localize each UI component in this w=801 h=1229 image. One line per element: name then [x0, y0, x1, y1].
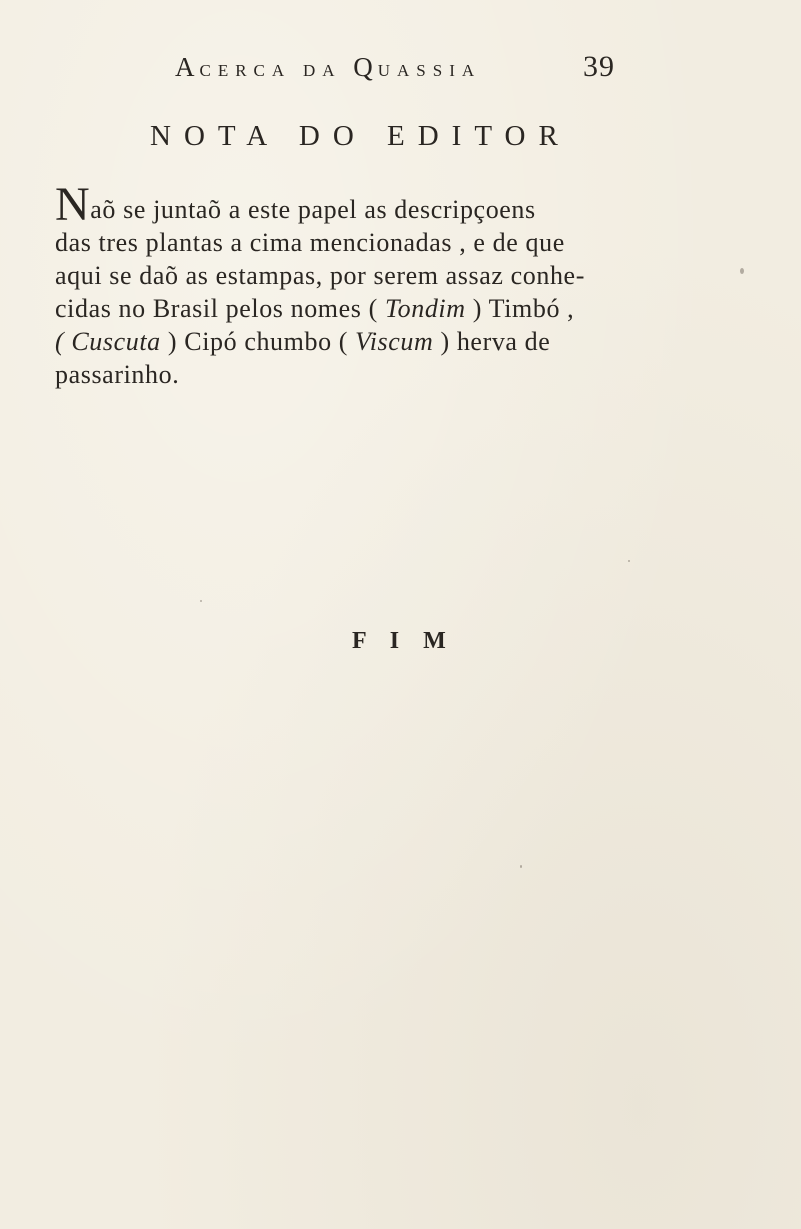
body-line-4-text-b: ) Timbó ,	[465, 294, 575, 323]
paper-speck	[200, 600, 202, 602]
running-head-initial-a: A	[175, 52, 200, 82]
body-line-1	[55, 178, 695, 231]
body-line-4	[55, 292, 695, 325]
body-line-5-text-c: ) herva de	[433, 327, 551, 356]
end-mark: F I M	[352, 628, 455, 654]
paper-speck	[740, 268, 744, 274]
running-head-word-c: UASSIA	[377, 61, 482, 80]
running-head-initial-q: Q	[353, 52, 378, 82]
body-paragraph	[55, 178, 695, 391]
body-line-6: passarinho.	[55, 360, 180, 389]
running-head	[175, 52, 535, 83]
drop-cap: N	[55, 178, 91, 231]
page-number: 39	[583, 50, 615, 83]
italic-term-tondim: Tondim	[384, 294, 466, 323]
paper-speck	[628, 560, 630, 562]
body-line-4-text-a: cidas no Brasil pelos nomes (	[55, 294, 385, 323]
italic-term-cuscuta: Cuscuta	[71, 327, 161, 356]
body-line-3: aqui se daõ as estampas, por serem assaz conhe-	[55, 261, 585, 290]
italic-term-viscum: Viscum	[355, 327, 434, 356]
running-head-word-a: CERCA	[199, 61, 292, 80]
body-line-5-text-a: (	[55, 327, 72, 356]
section-title: NOTA DO EDITOR	[150, 120, 571, 152]
running-head-word-b: DA	[302, 61, 342, 80]
body-line-2: das tres plantas a cima mencionadas , e de que	[55, 228, 565, 257]
body-line-5	[55, 325, 695, 358]
paper-speck	[520, 865, 522, 868]
body-line-5-text-b: ) Cipó chumbo (	[160, 327, 356, 356]
body-line-1-text: aõ se juntaõ a este papel as descripçoens	[90, 195, 536, 224]
